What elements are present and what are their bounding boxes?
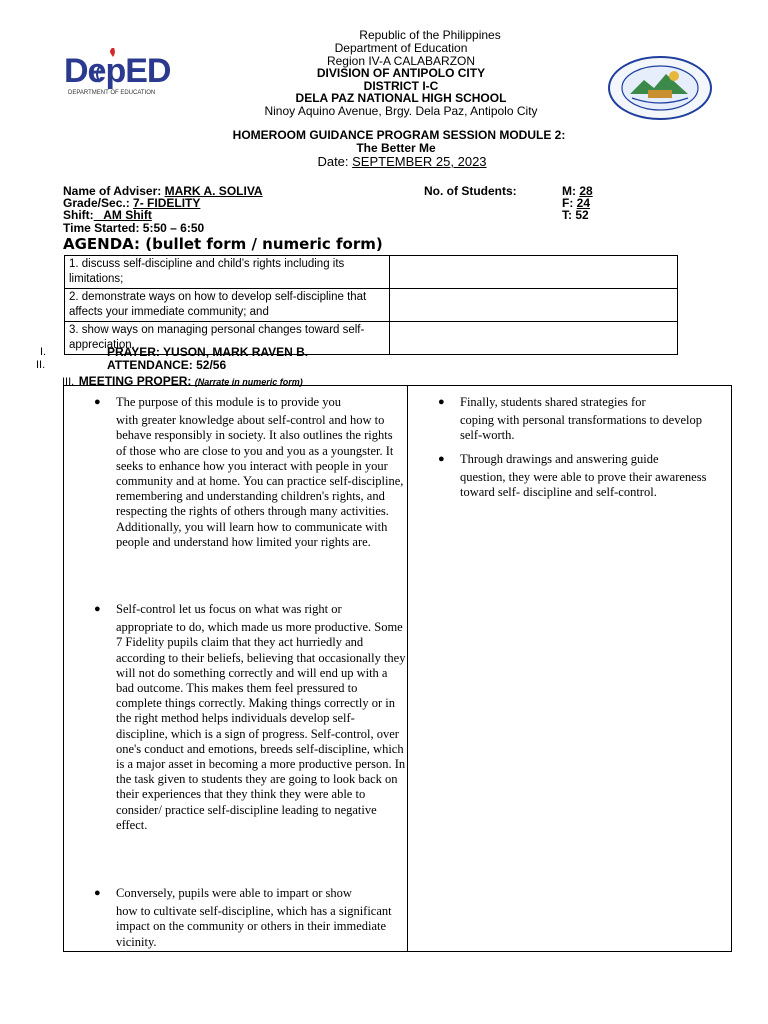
bullet-body: with greater knowledge about self-control and how to behave responsibly in society. It also outlines the rights of those who are close to you and you as a youngster. It seeks to enhance how you interact with people in your community and at home. You can practice self-discipline, remembering and understanding children's rights, and respecting the rights of others through many activities. Additionally, you will learn how to communicate with people and understand how limited your rights are. [116, 413, 404, 549]
time-started: Time Started: 5:50 – 6:50 [63, 221, 205, 235]
agenda-blank-cell [390, 289, 678, 322]
header-school: DELA PAZ NATIONAL HIGH SCHOOL [295, 91, 507, 105]
agenda-table [64, 255, 678, 355]
meeting-proper-label: MEETING PROPER: [78, 374, 195, 388]
agenda-blank-cell [390, 256, 678, 289]
header-region: Region IV-A CALABARZON [326, 54, 476, 68]
bullet-body: coping with personal transformations to develop self-worth. [460, 413, 702, 443]
total-count: T: 52 [562, 208, 589, 222]
section-two-numeral: II. [36, 359, 46, 371]
bullet-first-line: The purpose of this module is to provide you [116, 395, 341, 409]
module-title: HOMEROOM GUIDANCE PROGRAM SESSION MODULE 2: [232, 128, 566, 142]
bullet-body: how to cultivate self-discipline, which has a significant impact on the community or others in their immediate vicinity. [116, 904, 392, 949]
bullet-body: appropriate to do, which made us more productive. Some 7 Fidelity pupils claim that they act hurriedly and according to their beliefs, believing that occasionally they will not do something correctly and will end up with a bad outcome. This makes them feel pressured to complete things correctly. Making things correctly or in the right method helps individuals develop self-discipline, which is a sign of progress. Self-control, over one's conduct and emotions, breeds self-discipline, which is a major asset in becoming a more productive person. In the task given to students they are going to look back on their experiences that they think they were able to consider/ practice self-discipline leading to negative effect. [116, 620, 406, 832]
meeting-bullet-2 [94, 602, 406, 833]
adviser-label: Name of Adviser: [63, 184, 165, 198]
header-district: DISTRICT I-C [363, 79, 439, 93]
grade-label: Grade/Sec.: [63, 196, 134, 210]
bullet-first-line: Finally, students shared strategies for [460, 395, 646, 409]
meeting-proper-box [63, 385, 732, 952]
bullet-first-line: Self-control let us focus on what was right or [116, 602, 342, 616]
shift-label: Shift: [63, 208, 94, 222]
grade-value: 7- FIDELITY [133, 196, 201, 210]
section-one-numeral: I. [40, 346, 47, 358]
agenda-item-2: 2. demonstrate ways on how to develop self-discipline that affects your immediate community; and [65, 289, 390, 322]
female-label: F: [562, 196, 577, 210]
meeting-proper-note: (Narrate in numeric form) [194, 377, 303, 387]
header-division: DIVISION OF ANTIPOLO CITY [316, 66, 486, 80]
agenda-item-1: 1. discuss self-discipline and child’s rights including its limitations; [65, 256, 390, 289]
bullet-icon: ● [94, 887, 101, 899]
deped-subtitle: DEPARTMENT OF EDUCATION [68, 90, 156, 96]
shift-value: AM Shift [93, 208, 152, 222]
meeting-bullet-5 [438, 452, 726, 501]
male-value: 28 [579, 184, 593, 198]
female-value: 24 [576, 196, 591, 210]
meeting-bullet-4 [438, 395, 726, 444]
header-republic: Republic of the Philippines [359, 28, 501, 42]
column-divider [407, 386, 408, 951]
prayer-line: PRAYER: YUSON, MARK RAVEN B. [107, 345, 309, 359]
students-label: No. of Students: [424, 184, 517, 198]
bullet-icon: ● [438, 453, 445, 465]
bullet-first-line: Through drawings and answering guide [460, 452, 659, 466]
module-subtitle: The Better Me [356, 141, 436, 155]
meeting-bullet-1 [94, 395, 406, 550]
agenda-blank-cell [390, 322, 678, 355]
header-department: Department of Education [334, 41, 468, 55]
header-address: Ninoy Aquino Avenue, Brgy. Dela Paz, Antipolo City [264, 104, 538, 118]
bullet-icon: ● [438, 396, 445, 408]
bullet-icon: ● [94, 603, 101, 615]
agenda-heading: AGENDA: (bullet form / numeric form) [63, 235, 383, 253]
agenda-row [65, 289, 678, 322]
agenda-item-3: 3. show ways on managing personal changes toward self-appreciation. [65, 322, 390, 355]
male-label: M: [562, 184, 580, 198]
section-three-numeral: III. [62, 376, 75, 388]
attendance-line: ATTENDANCE: 52/56 [107, 358, 227, 372]
shift-row [63, 208, 152, 222]
bullet-icon: ● [94, 396, 101, 408]
module-date [18, 154, 768, 169]
bullet-body: question, they were able to prove their awareness toward self- discipline and self-control. [460, 470, 707, 500]
bullet-first-line: Conversely, pupils were able to impart or show [116, 886, 352, 900]
date-value: SEPTEMBER 25, 2023 [352, 154, 487, 169]
meeting-bullet-3 [94, 886, 406, 950]
deped-wordmark: DepED [64, 52, 171, 90]
adviser-value: MARK A. SOLIVA [164, 184, 263, 198]
agenda-row [65, 256, 678, 289]
date-label: Date: [317, 154, 353, 169]
